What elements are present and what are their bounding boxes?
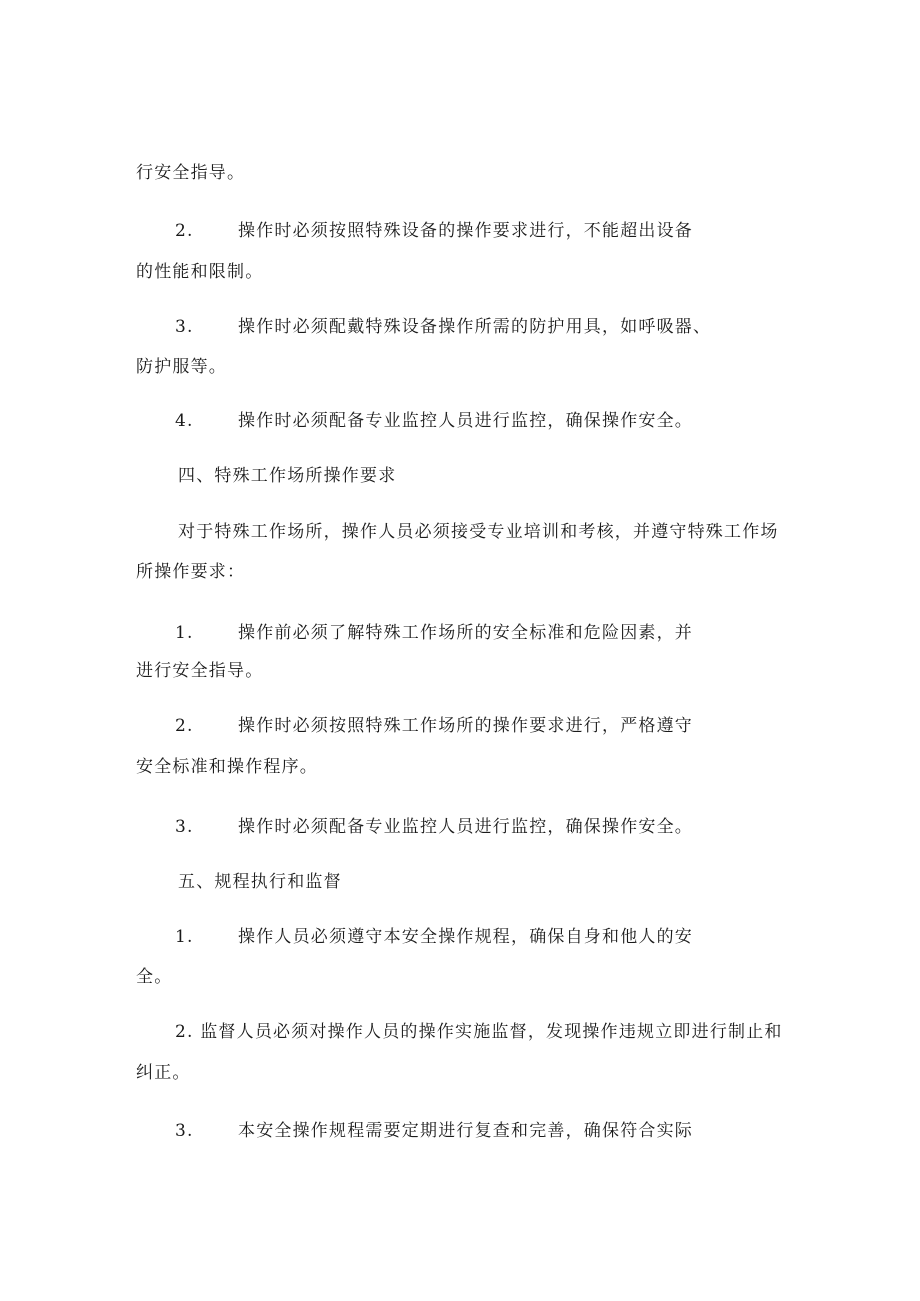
list-item (0, 1120, 920, 1142)
list-text: 本安全操作规程需要定期进行复查和完善，确保符合实际 (238, 1121, 693, 1141)
paragraph-text: 2. 监督人员必须对操作人员的操作实施监督，发现操作违规立即进行制止和 (175, 1022, 783, 1042)
list-text: 操作时必须配备专业监控人员进行监控，确保操作安全。 (238, 817, 693, 837)
list-text: 操作时必须按照特殊设备的操作要求进行，不能超出设备 (238, 221, 693, 241)
list-item (0, 622, 920, 644)
list-text: 操作前必须了解特殊工作场所的安全标准和危险因素，并 (238, 623, 693, 643)
list-item (0, 220, 920, 242)
list-item (0, 410, 920, 432)
paragraph-text: 对于特殊工作场所，操作人员必须接受专业培训和考核，并遵守特殊工作场 (178, 522, 779, 542)
list-text: 操作时必须配备专业监控人员进行监控，确保操作安全。 (238, 411, 693, 431)
text-line: 安全标准和操作程序。 (136, 757, 318, 777)
text-line: 全。 (136, 967, 173, 987)
text-line: 进行安全指导。 (136, 661, 264, 681)
list-number: 1. (175, 927, 194, 947)
list-number: 1. (175, 623, 194, 643)
list-number: 3. (175, 317, 194, 337)
text-line: 防护服等。 (136, 357, 227, 377)
list-number: 4. (175, 411, 194, 431)
text-line: 的性能和限制。 (136, 262, 264, 282)
list-text: 操作时必须按照特殊工作场所的操作要求进行，严格遵守 (238, 716, 693, 736)
list-item (0, 316, 920, 338)
list-text: 操作人员必须遵守本安全操作规程，确保自身和他人的安 (238, 927, 693, 947)
list-number: 3. (175, 817, 194, 837)
text-line: 所操作要求： (136, 562, 246, 582)
text-line: 行安全指导。 (136, 163, 246, 183)
list-item (0, 715, 920, 737)
section-heading: 四、特殊工作场所操作要求 (178, 466, 397, 486)
list-text: 操作时必须配戴特殊设备操作所需的防护用具，如呼吸器、 (238, 317, 712, 337)
list-item (0, 926, 920, 948)
list-number: 3. (175, 1121, 194, 1141)
list-item (0, 816, 920, 838)
list-number: 2. (175, 716, 194, 736)
list-number: 2. (175, 221, 194, 241)
text-line: 纠正。 (136, 1063, 191, 1083)
section-heading: 五、规程执行和监督 (178, 872, 342, 892)
